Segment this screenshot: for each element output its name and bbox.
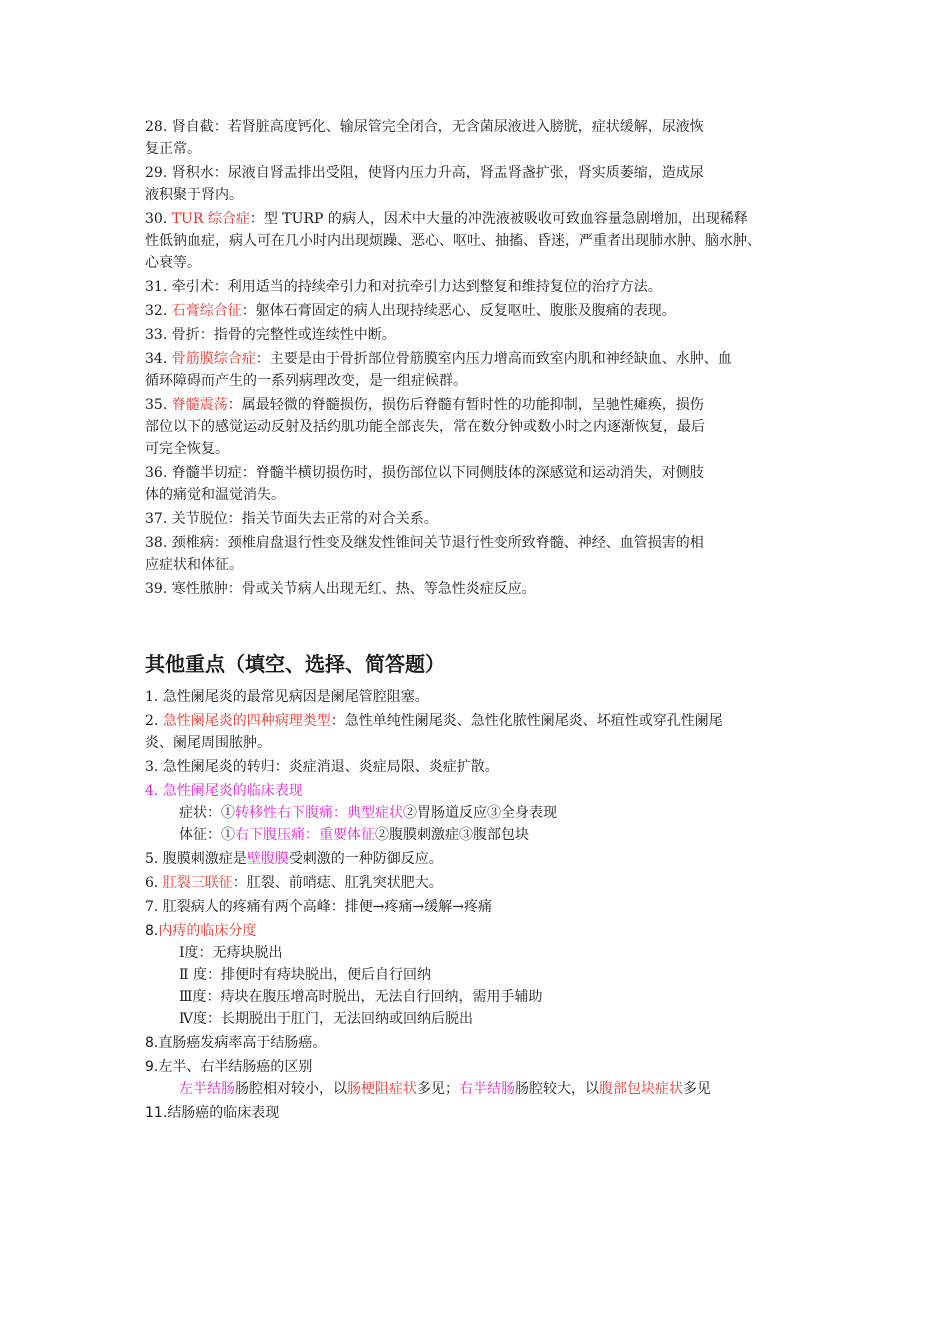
definitions-list <box>145 116 835 600</box>
definition-entry <box>145 276 835 298</box>
text-line <box>145 370 835 392</box>
key-points-list <box>145 686 835 1124</box>
key-point-entry <box>145 1032 835 1054</box>
definition-entry <box>145 578 835 600</box>
text-line <box>145 162 835 184</box>
text-line <box>145 348 835 370</box>
key-point-entry <box>145 872 835 894</box>
highlighted-term: 肛裂三联征 <box>162 875 233 891</box>
text-span: 31. 牵引术：利用适当的持续牵引力和对抗牵引力达到整复和维持复位的治疗方法。 <box>145 279 662 295</box>
text-span: 29. 肾积水：尿液自肾盂排出受阻，使肾内压力升高，肾盂肾盏扩张，肾实质萎缩，造成尿 <box>145 165 704 181</box>
text-line <box>145 1008 835 1030</box>
definition-entry <box>145 462 835 506</box>
highlighted-term: 左半结肠 <box>179 1081 235 1097</box>
text-line <box>145 848 835 870</box>
text-span: ：肛裂、前哨痣、肛乳突状肥大。 <box>232 875 443 891</box>
text-line <box>145 138 835 160</box>
text-span: 症状：① <box>179 805 235 821</box>
key-point-entry <box>145 848 835 870</box>
highlighted-term: 4. 急性阑尾炎的临床表现 <box>145 783 303 799</box>
text-line <box>145 184 835 206</box>
text-span: 肠腔较大，以 <box>515 1081 599 1097</box>
text-line <box>145 208 835 230</box>
text-span: ：急性单纯性阑尾炎、急性化脓性阑尾炎、坏疽性或穿孔性阑尾 <box>330 713 723 729</box>
text-span: 性低钠血症，病人可在几小时内出现烦躁、恶心、呕吐、抽搐、昏迷，严重者出现肺水肿、脑水肿、 <box>145 233 761 249</box>
text-span: 36. 脊髓半切症：脊髓半横切损伤时，损伤部位以下同侧肢体的深感觉和运动消失，对侧肢 <box>145 465 704 481</box>
text-span: 直肠癌发病率高于结肠癌。 <box>158 1035 327 1051</box>
definition-entry <box>145 324 835 346</box>
document-page <box>145 116 835 1124</box>
text-span: Ⅳ度：长期脱出于肛门，无法回纳或回纳后脱出 <box>179 1011 473 1027</box>
text-line <box>145 986 835 1008</box>
highlighted-term: 腹部包块症状 <box>599 1081 683 1097</box>
text-span: 体的痛觉和温觉消失。 <box>145 487 285 503</box>
text-span: ：属最轻微的脊髓损伤，损伤后脊髓有暂时性的功能抑制，呈驰性瘫痪，损伤 <box>227 397 704 413</box>
highlighted-term: 内痔的临床分度 <box>158 923 257 939</box>
text-span: 5. 腹膜刺激症是 <box>145 851 247 867</box>
highlighted-term: 右下腹压痛：重要体征 <box>235 827 375 843</box>
text-span: 1. 急性阑尾炎的最常见病因是阑尾管腔阻塞。 <box>145 689 429 705</box>
text-span: 35. <box>145 397 172 413</box>
text-line <box>145 964 835 986</box>
key-point-entry <box>145 920 835 1030</box>
text-span: 炎、阑尾周围脓肿。 <box>145 735 271 751</box>
text-span: 34. <box>145 351 172 367</box>
definition-entry <box>145 508 835 530</box>
text-span: 33. 骨折：指骨的完整性或连续性中断。 <box>145 327 396 343</box>
text-span: 38. 颈椎病：颈椎肩盘退行性变及继发性锥间关节退行性变所致脊髓、神经、血管损害的相 <box>145 535 704 551</box>
text-line <box>145 276 835 298</box>
text-span: 11. <box>145 1105 168 1121</box>
text-line <box>145 872 835 894</box>
text-span: 2. <box>145 713 163 729</box>
highlighted-term: 脊髓震荡 <box>171 397 228 413</box>
text-line <box>145 532 835 554</box>
highlighted-term: 转移性右下腹痛：典型症状 <box>235 805 403 821</box>
highlighted-term: 壁腹膜 <box>246 851 289 867</box>
text-line <box>145 686 835 708</box>
key-point-entry <box>145 896 835 918</box>
text-line <box>145 942 835 964</box>
text-line <box>145 300 835 322</box>
text-line <box>145 554 835 576</box>
text-line <box>145 252 835 274</box>
text-line <box>145 116 835 138</box>
text-line <box>145 484 835 506</box>
text-line <box>145 896 835 918</box>
text-span: 体征：① <box>179 827 235 843</box>
text-span: Ⅰ度：无痔块脱出 <box>179 945 283 961</box>
definition-entry <box>145 394 835 460</box>
key-point-entry <box>145 686 835 708</box>
text-line <box>145 1032 835 1054</box>
definition-entry <box>145 532 835 576</box>
text-span: 应症状和体征。 <box>145 557 243 573</box>
text-span: 复正常。 <box>145 141 201 157</box>
text-span: Ⅱ 度：排便时有痔块脱出，便后自行回纳 <box>179 967 431 983</box>
text-line <box>145 508 835 530</box>
key-point-entry <box>145 780 835 846</box>
text-line <box>145 732 835 754</box>
definition-entry <box>145 348 835 392</box>
text-span: 6. <box>145 875 163 891</box>
text-span: 8. <box>145 1035 159 1051</box>
text-line <box>145 756 835 778</box>
definition-entry <box>145 300 835 322</box>
text-span: 肠腔相对较小，以 <box>235 1081 347 1097</box>
highlighted-term: 石膏综合征 <box>171 303 242 319</box>
text-span: 37. 关节脱位：指关节面失去正常的对合关系。 <box>145 511 438 527</box>
text-line <box>145 1056 835 1078</box>
text-span: 3. 急性阑尾炎的转归：炎症消退、炎症局限、炎症扩散。 <box>145 759 499 775</box>
text-span: 多见 <box>683 1081 711 1097</box>
text-line <box>145 438 835 460</box>
text-span: 30. <box>145 211 172 227</box>
definition-entry <box>145 116 835 160</box>
key-point-entry <box>145 710 835 754</box>
text-span: 9. <box>145 1059 159 1075</box>
text-line <box>145 824 835 846</box>
text-span: 39. 寒性脓肿：骨或关节病人出现无红、热、等急性炎症反应。 <box>145 581 536 597</box>
text-span: 8. <box>145 923 159 939</box>
text-span: 心衰等。 <box>145 255 201 271</box>
text-span: 结肠癌的临床表现 <box>167 1105 280 1121</box>
text-line <box>145 230 835 252</box>
text-line <box>145 416 835 438</box>
text-span: Ⅲ度：痔块在腹压增高时脱出，无法自行回纳，需用手辅助 <box>179 989 543 1005</box>
key-point-entry <box>145 756 835 778</box>
text-span: ②胃肠道反应③全身表现 <box>403 805 557 821</box>
text-line <box>145 578 835 600</box>
text-span: ②腹膜刺激症③腹部包块 <box>375 827 529 843</box>
text-span: 多见； <box>417 1081 459 1097</box>
highlighted-term: 急性阑尾炎的四种病理类型 <box>162 713 331 729</box>
highlighted-term: 肠梗阻症状 <box>347 1081 417 1097</box>
key-point-entry <box>145 1056 835 1100</box>
text-line <box>145 802 835 824</box>
text-line <box>145 780 835 802</box>
text-span: 受刺激的一种防御反应。 <box>288 851 443 867</box>
text-line <box>145 710 835 732</box>
text-span: ：躯体石膏固定的病人出现持续恶心、反复呕吐、腹胀及腹痛的表现。 <box>241 303 676 319</box>
highlighted-term: 骨筋膜综合症 <box>171 351 256 367</box>
key-point-entry <box>145 1102 835 1124</box>
text-span: 循环障碍而产生的一系列病理改变，是一组症候群。 <box>145 373 467 389</box>
text-span: 32. <box>145 303 172 319</box>
text-line <box>145 920 835 942</box>
highlighted-term: 右半结肠 <box>459 1081 515 1097</box>
section-title: 其他重点（填空、选择、简答题） <box>145 652 445 676</box>
text-span: 部位以下的感觉运动反射及括约肌功能全部丧失，常在数分钟或数小时之内逐渐恢复，最后 <box>145 419 705 435</box>
text-span: 7. 肛裂病人的疼痛有两个高峰：排便→疼痛→缓解→疼痛 <box>145 899 492 915</box>
text-line <box>145 394 835 416</box>
text-line <box>145 462 835 484</box>
text-span: ：主要是由于骨折部位骨筋膜室内压力增高而致室内肌和神经缺血、水肿、血 <box>255 351 732 367</box>
text-span: 可完全恢复。 <box>145 441 229 457</box>
text-span: 液积聚于肾内。 <box>145 187 243 203</box>
text-line <box>145 1078 835 1100</box>
text-span: 左半、右半结肠癌的区别 <box>158 1059 313 1075</box>
text-line <box>145 324 835 346</box>
highlighted-term: TUR 综合症 <box>171 211 250 227</box>
text-line <box>145 1102 835 1124</box>
text-span: ：型 TURP 的病人，因术中大量的冲洗液被吸收可致血容量急剧增加，出现稀释 <box>249 211 748 227</box>
definition-entry <box>145 208 835 274</box>
text-span: 28. 肾自截：若肾脏高度钙化、输尿管完全闭合，无含菌尿液进入膀胱，症状缓解，尿液恢 <box>145 119 704 135</box>
definition-entry <box>145 162 835 206</box>
